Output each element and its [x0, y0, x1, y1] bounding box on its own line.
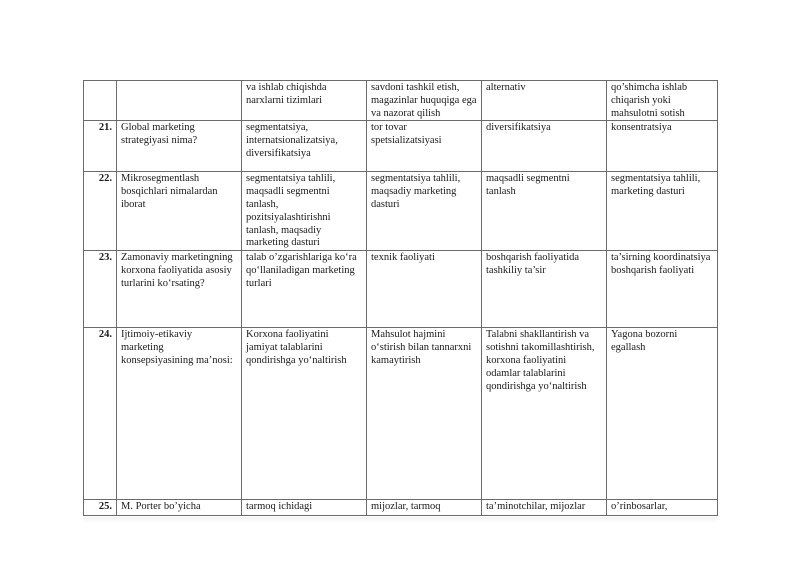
answer-c: maqsadli segmentni tanlash: [482, 172, 607, 251]
question-number: 24.: [84, 328, 117, 500]
page-bottom-fade: [83, 517, 717, 523]
answer-a: tarmoq ichidagi: [242, 500, 367, 516]
table-row: [84, 328, 718, 500]
question-text: [117, 81, 242, 121]
answer-a: Korxona faoliyatini jamiyat talablarini qondirishga yo‘naltirish: [242, 328, 367, 500]
question-number: 23.: [84, 251, 117, 328]
answer-d: qo’shimcha ishlab chiqarish yoki mahsulotni sotish: [607, 81, 718, 121]
answer-d: o’rinbosarlar,: [607, 500, 718, 516]
answer-c: boshqarish faoliyatida tashkiliy ta’sir: [482, 251, 607, 328]
question-text: Ijtimoiy-etikaviy marketing konsepsiyasining ma’nosi:: [117, 328, 242, 500]
question-text: Zamonaviy marketingning korxona faoliyatida asosiy turlarini ko‘rsating?: [117, 251, 242, 328]
question-number: 25.: [84, 500, 117, 516]
answer-b: tor tovar spetsializatsiyasi: [367, 121, 482, 172]
answer-c: Talabni shakllantirish va sotishni takomillashtirish, korxona faoliyatini odamlar talablarini qondirishga yo‘naltirish: [482, 328, 607, 500]
answer-b: savdoni tashkil etish, magazinlar huquqiga ega va nazorat qilish: [367, 81, 482, 121]
answer-d: ta’sirning koordinatsiya boshqarish faoliyati: [607, 251, 718, 328]
answer-b: mijozlar, tarmoq: [367, 500, 482, 516]
answer-a: va ishlab chiqishda narxlarni tizimlari: [242, 81, 367, 121]
answer-c: alternativ: [482, 81, 607, 121]
question-text: Global marketing strategiyasi nima?: [117, 121, 242, 172]
question-number: 21.: [84, 121, 117, 172]
answer-c: ta’minotchilar, mijozlar: [482, 500, 607, 516]
answer-a: segmentatsiya, internatsionalizatsiya, diversifikatsiya: [242, 121, 367, 172]
answer-a: segmentatsiya tahlili, maqsadli segmentni tanlash, pozitsiyalashtirishni tanlash, maqsadiy marketing dasturi: [242, 172, 367, 251]
answer-d: konsentratsiya: [607, 121, 718, 172]
table-row: [84, 172, 718, 251]
answer-a: talab o’zgarishlariga ko‘ra qo‘llaniladigan marketing turlari: [242, 251, 367, 328]
answer-b: texnik faoliyati: [367, 251, 482, 328]
quiz-table: [83, 80, 718, 516]
question-number: [84, 81, 117, 121]
answer-c: diversifikatsiya: [482, 121, 607, 172]
answer-d: segmentatsiya tahlili, marketing dasturi: [607, 172, 718, 251]
answer-b: segmentatsiya tahlili, maqsadiy marketing dasturi: [367, 172, 482, 251]
table-row: [84, 81, 718, 121]
question-number: 22.: [84, 172, 117, 251]
table-row: [84, 500, 718, 516]
table-row: [84, 251, 718, 328]
question-text: M. Porter bo’yicha: [117, 500, 242, 516]
table-row: [84, 121, 718, 172]
answer-b: Mahsulot hajmini o‘stirish bilan tannarxni kamaytirish: [367, 328, 482, 500]
answer-d: Yagona bozorni egallash: [607, 328, 718, 500]
question-text: Mikrosegmentlash bosqichlari nimalardan iborat: [117, 172, 242, 251]
